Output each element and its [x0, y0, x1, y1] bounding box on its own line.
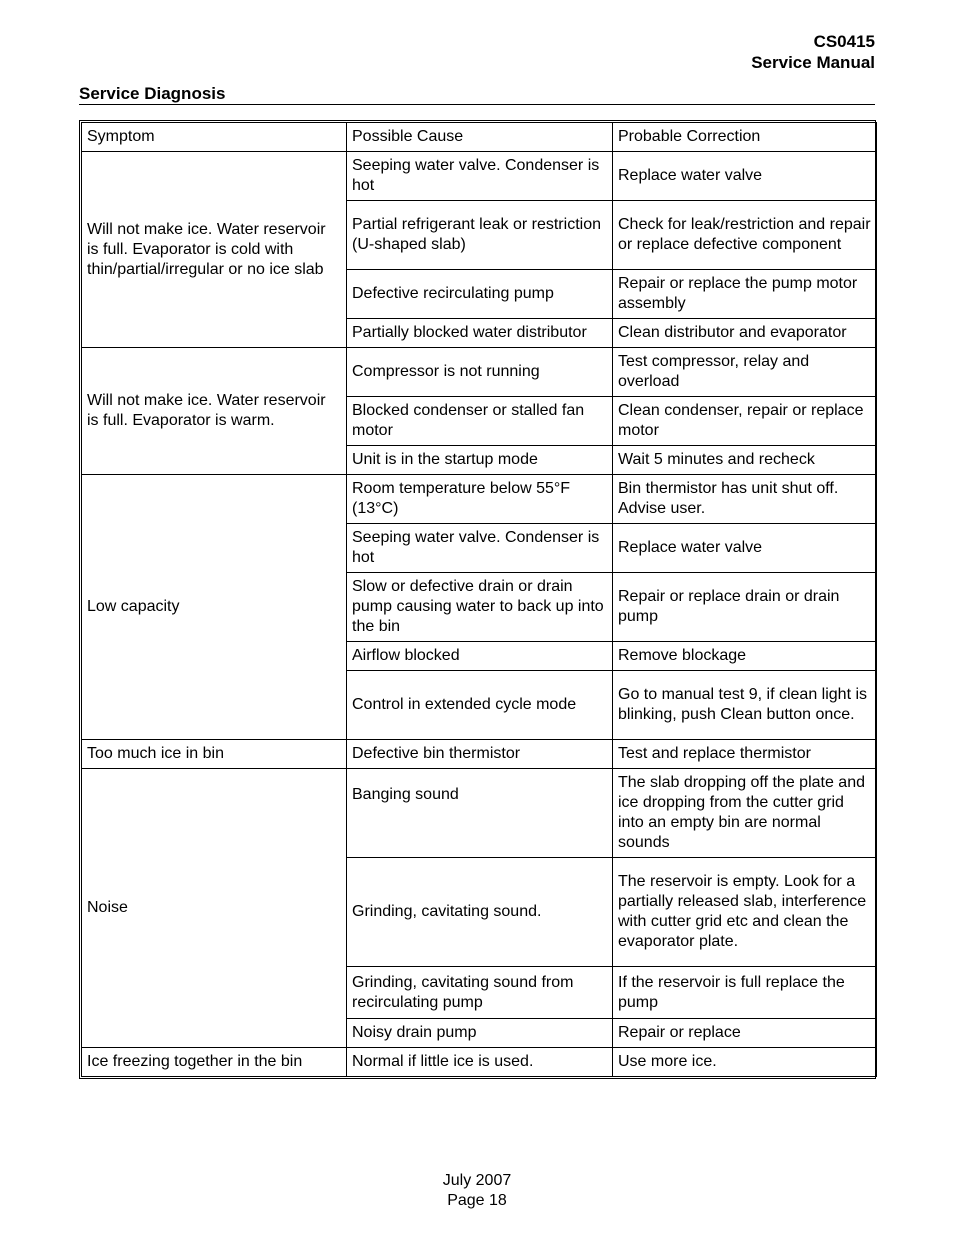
cause-cell: Grinding, cavitating sound.: [347, 858, 613, 967]
cause-cell: Defective recirculating pump: [347, 270, 613, 319]
correction-cell: Go to manual test 9, if clean light is blinking, push Clean button once.: [613, 671, 877, 740]
table-row: [82, 348, 877, 397]
cause-cell: Control in extended cycle mode: [347, 671, 613, 740]
correction-cell: Clean condenser, repair or replace motor: [613, 397, 877, 446]
table-row: [82, 152, 877, 201]
correction-cell: Repair or replace: [613, 1019, 877, 1048]
cause-cell: Blocked condenser or stalled fan motor: [347, 397, 613, 446]
footer-page-number: Page 18: [447, 1192, 507, 1209]
page-footer: [0, 1171, 954, 1211]
table-row: [82, 1048, 877, 1077]
correction-cell: The reservoir is empty. Look for a partially released slab, interference with cutter grid etc and clean the evaporator plate.: [613, 858, 877, 967]
symptom-cell: Will not make ice. Water reservoir is full. Evaporator is cold with thin/partial/irregular or no ice slab: [82, 152, 347, 348]
correction-cell: Check for leak/restriction and repair or replace defective component: [613, 201, 877, 270]
table-row: [82, 475, 877, 524]
symptom-cell: Noise: [82, 769, 347, 1048]
cause-cell: Noisy drain pump: [347, 1019, 613, 1048]
cause-cell: Partial refrigerant leak or restriction (U-shaped slab): [347, 201, 613, 270]
correction-cell: Test and replace thermistor: [613, 740, 877, 769]
correction-cell: Test compressor, relay and overload: [613, 348, 877, 397]
correction-cell: Use more ice.: [613, 1048, 877, 1077]
correction-cell: The slab dropping off the plate and ice dropping from the cutter grid into an empty bin are normal sounds: [613, 769, 877, 858]
table-header-row: [82, 123, 877, 152]
doc-type: Service Manual: [751, 53, 875, 72]
document-header: [751, 31, 875, 73]
correction-cell: Remove blockage: [613, 642, 877, 671]
cause-cell: Partially blocked water distributor: [347, 319, 613, 348]
cause-cell: Room temperature below 55°F (13°C): [347, 475, 613, 524]
cause-cell: Normal if little ice is used.: [347, 1048, 613, 1077]
table-row: [82, 769, 877, 858]
symptom-cell: Too much ice in bin: [82, 740, 347, 769]
symptom-cell: Ice freezing together in the bin: [82, 1048, 347, 1077]
doc-code: CS0415: [813, 32, 875, 51]
cause-cell: Banging sound: [347, 769, 613, 858]
cause-cell: Seeping water valve. Condenser is hot: [347, 524, 613, 573]
footer-date: July 2007: [442, 1172, 512, 1189]
correction-cell: Replace water valve: [613, 152, 877, 201]
cause-cell: Unit is in the startup mode: [347, 446, 613, 475]
column-header-correction: Probable Correction: [613, 123, 877, 152]
section-title: Service Diagnosis: [79, 84, 226, 103]
symptom-cell: Low capacity: [82, 475, 347, 740]
cause-cell: Slow or defective drain or drain pump causing water to back up into the bin: [347, 573, 613, 642]
table-row: [82, 740, 877, 769]
cause-cell: Seeping water valve. Condenser is hot: [347, 152, 613, 201]
cause-cell: Grinding, cavitating sound from recirculating pump: [347, 967, 613, 1019]
diagnosis-table: [81, 122, 877, 1077]
correction-cell: Wait 5 minutes and recheck: [613, 446, 877, 475]
correction-cell: Clean distributor and evaporator: [613, 319, 877, 348]
correction-cell: Bin thermistor has unit shut off. Advise user.: [613, 475, 877, 524]
cause-cell: Defective bin thermistor: [347, 740, 613, 769]
cause-cell: Airflow blocked: [347, 642, 613, 671]
diagnosis-table-frame: [79, 120, 876, 1079]
correction-cell: Repair or replace the pump motor assembly: [613, 270, 877, 319]
correction-cell: Replace water valve: [613, 524, 877, 573]
symptom-cell: Will not make ice. Water reservoir is full. Evaporator is warm.: [82, 348, 347, 475]
header-rule: [79, 104, 875, 105]
correction-cell: If the reservoir is full replace the pump: [613, 967, 877, 1019]
correction-cell: Repair or replace drain or drain pump: [613, 573, 877, 642]
cause-cell: Compressor is not running: [347, 348, 613, 397]
column-header-cause: Possible Cause: [347, 123, 613, 152]
column-header-symptom: Symptom: [82, 123, 347, 152]
